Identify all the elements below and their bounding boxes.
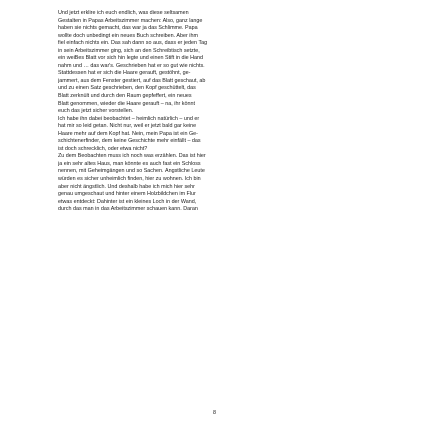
- text-line: aber nicht ängstlich. Und deshalb habe ich mich hier sehr: [58, 183, 195, 190]
- text-line: Haare mehr auf dem Kopf hat. Nein, mein Papa ist ein Ge-: [58, 130, 198, 137]
- text-line: Und jetzt erklire ich euch endlich, was diese seltsamen: [58, 10, 189, 16]
- text-line: jammert, aus dem Fenster gestiert, auf das Blatt geschaut, ab: [58, 77, 206, 84]
- text-line: wollte doch unbedingt ein neues Buch schreiben. Aber ihm: [58, 32, 198, 39]
- text-line: hat mir so leid getan. Nicht nur, weil er jetzt bald gar keine: [58, 123, 197, 130]
- text-line: Blatt zerknült und durch den Raum gepfeffert, ein neues: [58, 93, 192, 100]
- page-number: 8: [213, 410, 216, 416]
- text-line: schichtenerfinder, dem keine Geschichte mehr einfällt – das: [58, 138, 201, 145]
- text-line: Ich habe ihn dabei beobachtet – heimlich natürlich – und er: [58, 115, 200, 122]
- text-line: durch das man in das Arbeitszimmer schauen kann. Daran: [58, 206, 198, 213]
- text-line: Zu dem Beobachten muss ich noch was erzählen. Das ist hier: [58, 153, 206, 160]
- text-line: ja ein sehr altes Haus, man könnte es auch fast ein Schloss: [58, 160, 201, 167]
- text-line: genau umgeschaut und hinter einem Holzbildchen im Flur: [58, 191, 196, 198]
- text-line: nennen, mit Geheimgängen und so Sachen. Ängstliche Leute: [58, 168, 205, 175]
- text-line: etwas entdeckt: Dahinter ist ein kleines Loch in der Wand,: [58, 198, 197, 205]
- body-text: [58, 10, 372, 214]
- text-line: haben sie nichts gemacht, das war ja das Schlimme. Papa: [58, 25, 198, 32]
- text-line: nahm und … das war's. Geschrieben hat er so gut wie nichts.: [58, 62, 205, 69]
- text-line: ist doch schrecklich, oder etwa nicht?: [58, 145, 148, 152]
- text-line: Stattdessen hat er sich die Haare gerauft, gestöhnt, ge-: [58, 70, 191, 77]
- text-line: Blatt genommen, wieder die Haare gerauft – na, ihr könnt: [58, 100, 195, 107]
- text-line: in sein Arbeitszimmer ging, sich an den Schreibtisch setzte,: [58, 47, 200, 54]
- text-line: euch das jetzt sicher vorstellen.: [58, 108, 134, 115]
- text-line: und zu einen Satz geschrieben, den Kopf geschüttelt, das: [58, 85, 196, 92]
- text-line: ein weiBes Blatt vor sich hin legte und einen Stift in die Hand: [58, 55, 204, 62]
- text-line: würden es sicher unheimlich finden, hier zu wohnen. Ich bin: [58, 176, 201, 183]
- text-line: fiel einfach nichts ein. Das sah dann so aus, dass er jeden Tag: [58, 40, 208, 47]
- text-line: Gestalten in Papas Arbeitszimmer machen: Also, ganz lange: [58, 17, 203, 24]
